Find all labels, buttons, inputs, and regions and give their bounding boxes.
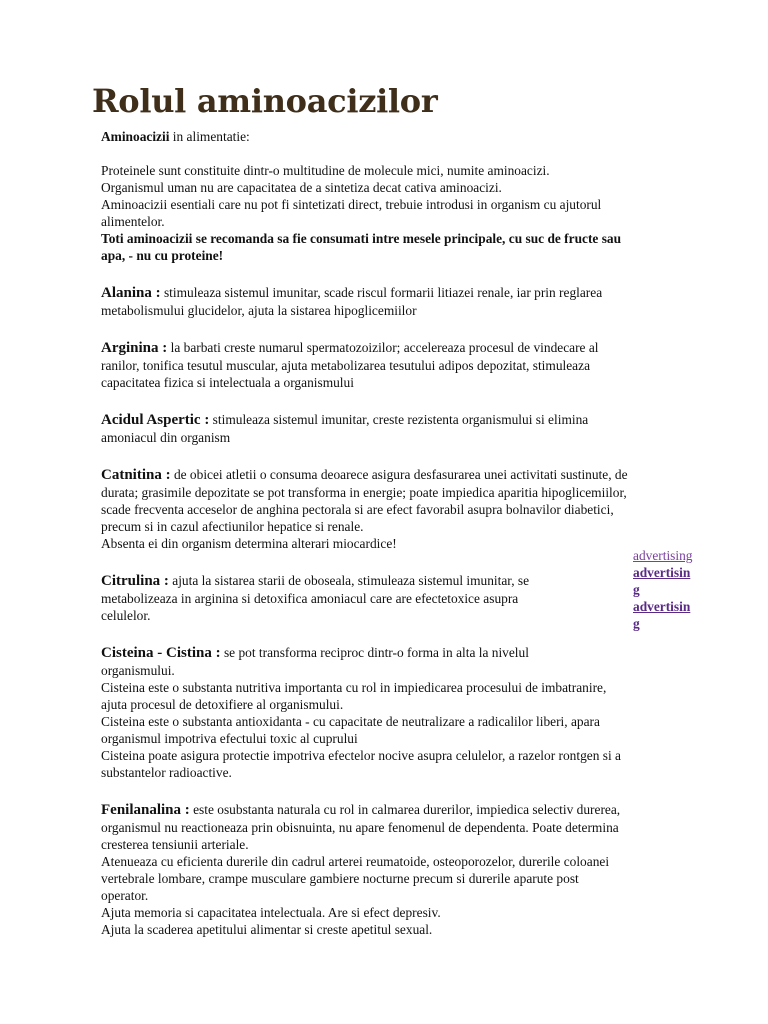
entry-line: metabolizeaza in arginina si detoxifica amoniacul care are efectetoxice asupra — [101, 591, 519, 606]
entry-line: amoniacul din organism — [101, 430, 231, 445]
advertising-link[interactable] — [633, 598, 708, 632]
intro-line: Organismul uman nu are capacitatea de a sintetiza decat cativa aminoacizi. — [101, 180, 502, 195]
intro-label-bold: Aminoacizii — [101, 129, 170, 144]
entry-line: substantelor radioactive. — [101, 765, 232, 780]
advertising-link-text: g — [633, 582, 640, 597]
entry-arginina — [101, 339, 713, 357]
intro-line: Aminoacizii esentiali care nu pot fi sintetizati direct, trebuie introdusi in organism cu ajutorul — [101, 197, 602, 212]
entry-text: este osubstanta naturala cu rol in calmarea durerilor, impiedica selectiv durerea, — [189, 802, 621, 817]
entry-line: organismului. — [101, 663, 175, 678]
intro-bold-line: Toti aminoacizii se recomanda sa fie consumati intre mesele principale, cu suc de fructe sau — [101, 231, 622, 246]
entry-line: organismul impotriva efectului toxic al cuprului — [101, 731, 358, 746]
entry-line: scade frecventa acceselor de anghina pectorala si are efect favorabil asupra bolnavilor diabetici, — [101, 502, 614, 517]
entry-line: Cisteina este o substanta nutritiva importanta cu rol in impiedicarea procesului de imbatranire, — [101, 680, 607, 695]
entry-line: Ajuta la scaderea apetitului alimentar si creste apetitul sexual. — [101, 922, 433, 937]
entry-fenilanalina — [101, 801, 713, 819]
entry-line: organismul nu reactioneaza prin obisnuinta, nu apare fenomenul de dependenta. Poate determina — [101, 820, 619, 835]
entry-line: Cisteina poate asigura protectie impotriva efectelor nocive asupra celulelor, a razelor rontgen si a — [101, 748, 621, 763]
intro-bold-line: apa, - nu cu proteine! — [101, 248, 224, 263]
entry-line: ranilor, tonifica tesutul muscular, ajuta metabolizarea tesutului adipos depozitat, stimuleaza — [101, 358, 591, 373]
entry-line: cresterea tensiunii arteriale. — [101, 837, 249, 852]
entry-text: se pot transforma reciproc dintr-o forma in alta la nivelul — [220, 645, 529, 660]
entry-line: Atenueaza cu eficienta durerile din cadrul arterei reumatoide, osteoporozelor, durerile coloanei — [101, 854, 610, 869]
entry-line: Ajuta memoria si capacitatea intelectuala. Are si efect depresiv. — [101, 905, 441, 920]
page-title: Rolul aminoacizilor — [92, 82, 438, 120]
advertising-link[interactable]: advertising — [633, 548, 693, 563]
entry-text: de obicei atletii o consuma deoarece asigura desfasurarea unei activitati sustinute, de — [170, 467, 628, 482]
advertising-link[interactable] — [633, 564, 708, 598]
entry-cisteina-cistina — [101, 644, 713, 662]
entry-catnitina — [101, 466, 713, 484]
entry-name: Alanina : — [101, 285, 161, 301]
entry-line: precum si in cazul afectiunilor hepatice si renale. — [101, 519, 364, 534]
entry-line: Absenta ei din organism determina alterari miocardice! — [101, 536, 397, 551]
entry-name: Acidul Aspertic : — [101, 412, 210, 428]
entry-line: metabolismului glucidelor, ajuta la sistarea hipoglicemiilor — [101, 303, 417, 318]
entry-text: ajuta la sistarea starii de oboseala, stimuleaza sistemul imunitar, se — [168, 573, 530, 588]
entry-line: durata; grasimile depozitate se pot transforma in energie; poate impiedica aparitia hipoglicemiilor, — [101, 485, 627, 500]
entry-text: la barbati creste numarul spermatozoizilor; accelereaza procesul de vindecare al — [167, 340, 599, 355]
intro-line: alimentelor. — [101, 214, 165, 229]
advertising-panel — [633, 547, 708, 632]
entry-name: Fenilanalina : — [101, 802, 190, 818]
entry-line: celulelor. — [101, 608, 151, 623]
intro-heading — [101, 128, 713, 145]
entry-alanina — [101, 284, 713, 302]
intro-label-rest: in alimentatie: — [169, 129, 250, 144]
intro-line: Proteinele sunt constituite dintr-o multitudine de molecule mici, numite aminoacizi. — [101, 163, 550, 178]
advertising-link-text: advertisin — [633, 565, 691, 580]
entry-text: stimuleaza sistemul imunitar, creste rezistenta organismului si elimina — [209, 412, 589, 427]
entry-acidul-aspertic — [101, 411, 713, 429]
entry-line: capacitatea fizica si intelectuala a organismului — [101, 375, 354, 390]
entry-text: stimuleaza sistemul imunitar, scade riscul formarii litiazei renale, iar prin reglarea — [160, 285, 603, 300]
entry-line: Cisteina este o substanta antioxidanta - cu capacitate de neutralizare a radicalilor liberi, apara — [101, 714, 600, 729]
advertising-link-text: g — [633, 616, 640, 631]
entry-name: Citrulina : — [101, 573, 169, 589]
entry-line: ajuta procesul de detoxifiere al organismului. — [101, 697, 344, 712]
document-body — [101, 128, 713, 938]
entry-citrulina — [101, 572, 621, 590]
entry-line: operator. — [101, 888, 149, 903]
entry-line: vertebrale lombare, crampe musculare gambiere nocturne precum si durerile aparute post — [101, 871, 579, 886]
entry-name: Catnitina : — [101, 467, 171, 483]
advertising-link-text: advertisin — [633, 599, 691, 614]
entry-name: Cisteina - Cistina : — [101, 645, 221, 661]
entry-name: Arginina : — [101, 340, 168, 356]
